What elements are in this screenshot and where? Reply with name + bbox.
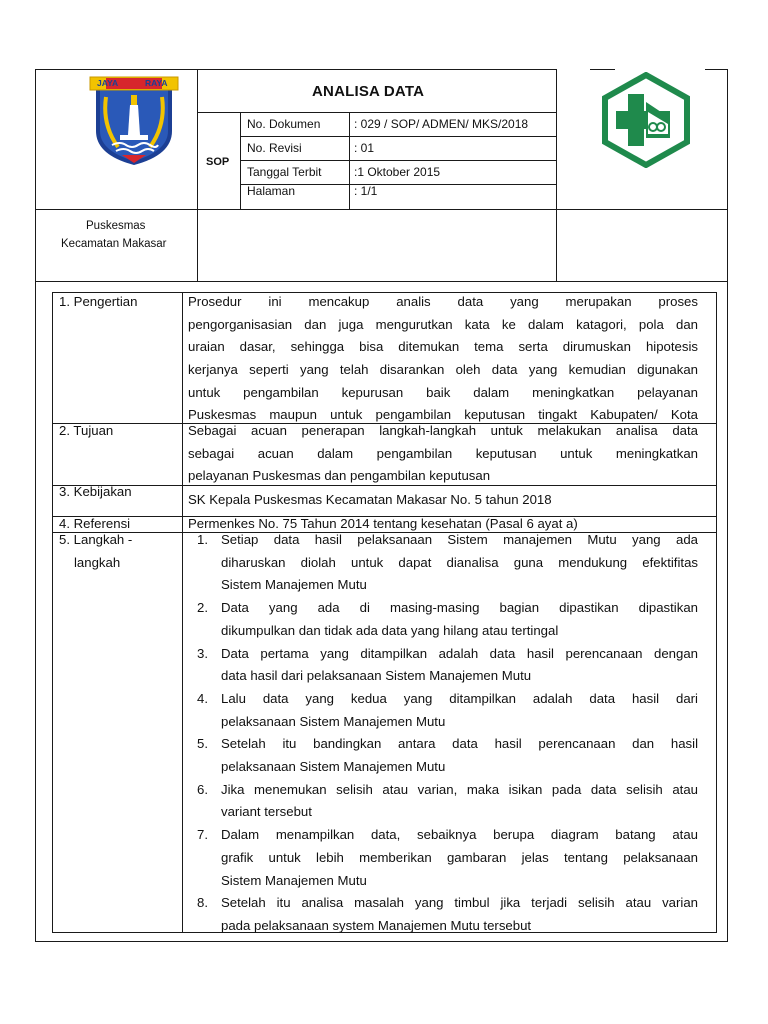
outer-border-top bbox=[35, 69, 556, 70]
tujuan-line: sebagai acuan dalam pengambilan keputusan untuk meningkatkan bbox=[188, 445, 698, 461]
meta-value-halaman: : 1/1 bbox=[354, 184, 378, 198]
outer-border-top-right-a bbox=[590, 69, 615, 70]
meta-label-no-dokumen: No. Dokumen bbox=[247, 117, 321, 131]
step-text-line: Sistem Manajemen Mutu bbox=[221, 872, 367, 888]
section-label-pengertian: 1. Pengertian bbox=[59, 294, 138, 309]
section-text-referensi: Permenkes No. 75 Tahun 2014 tentang kesehatan (Pasal 6 ayat a) bbox=[188, 516, 578, 531]
org-name-line1: Puskesmas bbox=[86, 220, 146, 232]
outer-border-bottom bbox=[35, 941, 728, 942]
step-text-line: pada pelaksanaan system Manajemen Mutu tersebut bbox=[221, 917, 532, 933]
step-number: 3. bbox=[197, 645, 208, 661]
org-name-line2: Kecamatan Makasar bbox=[61, 238, 167, 250]
step-text-line: Data yang ada di masing-masing bagian dipastikan dipastikan bbox=[221, 600, 698, 616]
pengertian-line: pengorganisasian dan juga mengurutkan kata ke dalam katagori, pola dan bbox=[188, 316, 698, 332]
pengertian-line: Prosedur ini mencakup analis data yang merupakan proses bbox=[188, 294, 698, 309]
step-text-line: Lalu data yang kedua yang ditampilkan adalah data hasil dari bbox=[221, 690, 698, 706]
meta-label-tanggal-terbit: Tanggal Terbit bbox=[247, 165, 322, 179]
section-label-langkah-1: 5. Langkah - bbox=[59, 532, 133, 547]
header-divider-left bbox=[197, 69, 198, 281]
step-number: 6. bbox=[197, 781, 208, 797]
step-number: 8. bbox=[197, 895, 208, 911]
pengertian-line: Puskesmas maupun untuk pengambilan keputusan tingakt Kabupaten/ Kota bbox=[188, 407, 698, 423]
puskesmas-logo-icon bbox=[598, 72, 694, 168]
step-text-line: pelaksanaan Sistem Manajemen Mutu bbox=[221, 713, 446, 729]
content-right-line bbox=[716, 292, 717, 933]
outer-border-right bbox=[727, 69, 728, 942]
content-left-line bbox=[52, 292, 53, 933]
section-text-tujuan bbox=[188, 420, 698, 488]
pengertian-line: kerjanya seperti yang telah disarankan oleh data yang kemudian digunakan bbox=[188, 362, 698, 378]
sop-label: SOP bbox=[206, 156, 230, 168]
step-text-line: dikumpulkan dan tidak ada data yang hilang atau tertingal bbox=[221, 622, 559, 638]
step-number: 1. bbox=[197, 532, 208, 547]
step-text-line: Data pertama yang ditampilkan adalah data hasil perencanaan dengan bbox=[221, 645, 698, 661]
logo-banner-left-text: JAYA bbox=[97, 78, 119, 88]
step-text-line: diharuskan diolah untuk dapat dianalisa guna mendukung efektifitas bbox=[221, 554, 698, 570]
step-text-line: variant tersebut bbox=[221, 804, 312, 820]
step-text-line: Setelah itu analisa masalah yang timbul jika terjadi selisih atau varian bbox=[221, 895, 698, 911]
section-label-referensi: 4. Referensi bbox=[59, 516, 131, 531]
step-text-line: Jika menemukan selisih atau varian, maka isikan pada data selisih atau bbox=[221, 781, 698, 797]
step-text-line: Setelah itu bandingkan antara data hasil perencanaan dan hasil bbox=[221, 736, 698, 752]
header-row-divider bbox=[35, 209, 728, 210]
title-bottom-line bbox=[197, 112, 556, 113]
outer-border-left bbox=[35, 69, 36, 942]
step-number: 4. bbox=[197, 690, 208, 706]
meta-label-halaman: Halaman bbox=[247, 184, 296, 198]
pengertian-line: uraian dasar, sehingga bisa ditemukan tema serta dirumuskan hipotesis bbox=[188, 339, 698, 355]
step-text-line: pelaksanaan Sistem Manajemen Mutu bbox=[221, 759, 446, 774]
meta-row-2 bbox=[240, 160, 556, 161]
pengertian-line: untuk pengambilan kepurusan baik dalam meningkatkan pelayanan bbox=[188, 384, 698, 400]
step-text-line: Sistem Manajemen Mutu bbox=[221, 577, 367, 593]
step-number: 7. bbox=[197, 827, 208, 843]
header-divider-right bbox=[556, 69, 557, 281]
step-text-line: grafik untuk lebih memberikan gambaran jelas tentang pelaksanaan bbox=[221, 849, 698, 865]
step-number: 2. bbox=[197, 600, 208, 616]
meta-row-1 bbox=[240, 136, 556, 137]
section-label-kebijakan: 3. Kebijakan bbox=[59, 484, 132, 499]
section-label-langkah-2: langkah bbox=[74, 555, 121, 570]
step-text-line: Setiap data hasil pelaksanaan Sistem manajemen Mutu yang ada bbox=[221, 532, 698, 547]
step-number: 5. bbox=[197, 736, 208, 752]
outer-border-top-right-b bbox=[705, 69, 728, 70]
section-label-tujuan: 2. Tujuan bbox=[59, 423, 114, 438]
content-col-divider bbox=[182, 292, 183, 933]
step-text-line: data hasil dari pelaksanaan Sistem Manajemen Mutu bbox=[221, 668, 532, 684]
meta-value-tanggal-terbit: :1 Oktober 2015 bbox=[354, 165, 441, 179]
meta-value-no-revisi: : 01 bbox=[354, 141, 375, 155]
meta-label-no-revisi: No. Revisi bbox=[247, 141, 302, 155]
section-text-pengertian bbox=[188, 291, 698, 427]
header-bottom-line bbox=[35, 281, 728, 282]
logo-banner-right-text: RAYA bbox=[145, 78, 168, 88]
tujuan-line: pelayanan Puskesmas dan pengambilan keputusan bbox=[188, 468, 491, 484]
section-text-kebijakan: SK Kepala Puskesmas Kecamatan Makasar No. 5 tahun 2018 bbox=[188, 492, 552, 507]
step-text-line: Dalam menampilkan data, sebaiknya berupa diagram batang atau bbox=[221, 827, 698, 843]
meta-value-no-dokumen: : 029 / SOP/ ADMEN/ MKS/2018 bbox=[354, 117, 529, 131]
tujuan-line: Sebagai acuan penerapan langkah-langkah untuk melakukan analisa data bbox=[188, 423, 698, 438]
document-title: ANALISA DATA bbox=[312, 83, 425, 100]
